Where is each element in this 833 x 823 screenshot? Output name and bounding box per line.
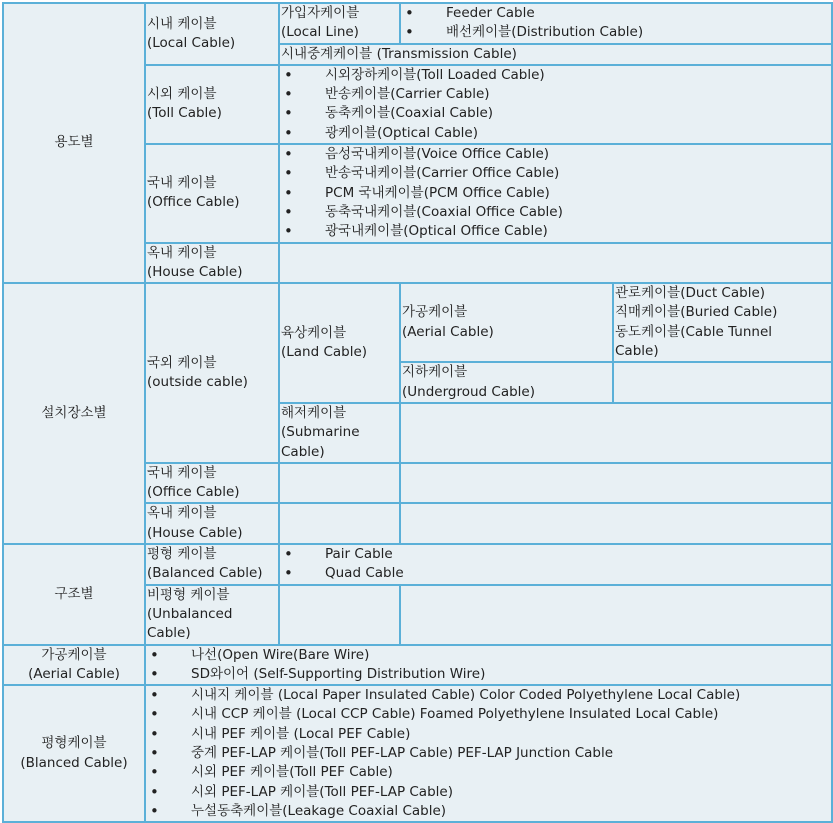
tunnel-cable-cont: Cable) [615, 343, 659, 360]
land-cable-name-en: (Land Cable) [281, 344, 368, 361]
house-cable-name-en: (House Cable) [147, 263, 243, 280]
list-item: • Pair Cable [281, 545, 830, 564]
underground-cable-name: 지하케이블 [402, 364, 468, 381]
category-aerial [3, 645, 145, 686]
house-cable-name: 옥내 케이블 [147, 244, 217, 261]
tunnel-cable: 동도케이블(Cable Tunnel [615, 323, 773, 340]
list-item: • 시내 PEF 케이블 (Local PEF Cable) [147, 725, 830, 744]
outside-cable-name: 국외 케이블 [147, 354, 217, 371]
empty-cell [400, 403, 832, 463]
empty-cell [279, 463, 400, 504]
balanced-cable-list [145, 685, 832, 822]
empty-cell [613, 362, 832, 403]
list-item: • SD와이어 (Self-Supporting Distribution Wire) [147, 665, 830, 684]
buried-cable: 직매케이블(Buried Cable) [615, 304, 778, 321]
list-item: • 나선(Open Wire(Bare Wire) [147, 646, 830, 665]
balanced-cable-name-en: (Balanced Cable) [147, 565, 263, 582]
empty-cell [279, 585, 400, 645]
office-cable-name-en: (Office Cable) [147, 194, 240, 211]
subscriber-cable-name: 가입자케이블 [281, 5, 360, 21]
list-item: • 시내지 케이블 (Local Paper Insulated Cable) Color Coded Polyethylene Local Cable) [147, 686, 830, 705]
location-house-cable-name-en: (House Cable) [147, 524, 243, 541]
list-item: • 누설동축케이블(Leakage Coaxial Cable) [147, 802, 830, 821]
list-item: • 반송국내케이블(Carrier Office Cable) [281, 164, 830, 183]
category-structure: 구조별 [3, 544, 145, 644]
category-balanced-cable [3, 685, 145, 822]
toll-cable-cell [145, 65, 279, 144]
submarine-cable-cell [279, 403, 400, 463]
aerial-items [145, 645, 832, 686]
aerial-cable-name: 가공케이블 [402, 304, 468, 321]
balanced-cable-items [279, 544, 832, 585]
list-item: • 시내 CCP 케이블 (Local CCP Cable) Foamed Polyethylene Insulated Local Cable) [147, 705, 830, 724]
house-cable-cell [145, 243, 279, 284]
aerial-category-name-en: (Aerial Cable) [28, 665, 120, 682]
toll-cable-items [279, 65, 832, 144]
location-office-cable-name: 국내 케이블 [147, 464, 217, 481]
subscriber-cable-name-en: (Local Line) [281, 24, 359, 41]
unbalanced-cable-line: Cable) [147, 625, 191, 642]
outside-cable-name-en: (outside cable) [147, 373, 248, 390]
underground-cable-name-en: (Undergroud Cable) [402, 383, 535, 400]
list-item: • 반송케이블(Carrier Cable) [281, 85, 830, 104]
unbalanced-cable-line: (Unbalanced [147, 605, 233, 622]
empty-cell [400, 503, 832, 544]
cable-classification-table [2, 2, 833, 823]
list-item: • 동축케이블(Coaxial Cable) [281, 104, 830, 123]
office-cable-name: 국내 케이블 [147, 175, 217, 192]
outside-cable-cell [145, 283, 279, 463]
list-item: • PCM 국내케이블(PCM Office Cable) [281, 184, 830, 203]
local-cable-cell [145, 3, 279, 65]
aerial-cable-name-en: (Aerial Cable) [402, 323, 494, 340]
location-house-cable-cell [145, 503, 279, 544]
local-cable-name-en: (Local Cable) [147, 34, 236, 51]
subscriber-cable-cell [279, 3, 400, 44]
list-item: • 중계 PEF-LAP 케이블(Toll PEF-LAP Cable) PEF-LAP Junction Cable [147, 744, 830, 763]
empty-cell [400, 463, 832, 504]
toll-cable-name-en: (Toll Cable) [147, 105, 222, 122]
aerial-cable-types [613, 283, 832, 362]
category-usage: 용도별 [3, 3, 145, 283]
balanced-cable-name: 평형 케이블 [147, 546, 217, 563]
local-cable-name: 시내 케이블 [147, 15, 217, 32]
transmission-cable: 시내중계케이블 (Transmission Cable) [279, 44, 832, 65]
underground-cable-cell [400, 362, 613, 403]
subscriber-cable-items [400, 3, 832, 44]
empty-cell [279, 503, 400, 544]
category-location: 설치장소별 [3, 283, 145, 544]
submarine-cable-line: (Submarine [281, 424, 360, 441]
empty-cell [400, 585, 832, 645]
list-item: • 음성국내케이블(Voice Office Cable) [281, 145, 830, 164]
submarine-cable-line: 해저케이블 [281, 404, 347, 421]
balanced-category-name-en: (Blanced Cable) [20, 754, 128, 771]
list-item: • 광국내케이블(Optical Office Cable) [281, 222, 830, 241]
land-cable-cell [279, 283, 400, 403]
list-item: • 동축국내케이블(Coaxial Office Cable) [281, 203, 830, 222]
submarine-cable-line: Cable) [281, 443, 325, 460]
balanced-category-name: 평형케이블 [41, 735, 107, 752]
list-item: • 시외장하케이블(Toll Loaded Cable) [281, 66, 830, 85]
office-cable-items [279, 144, 832, 242]
balanced-cable-cell [145, 544, 279, 585]
list-item: • 시외 PEF-LAP 케이블(Toll PEF-LAP Cable) [147, 783, 830, 802]
toll-cable-name: 시외 케이블 [147, 86, 217, 103]
list-item: • Feeder Cable [402, 4, 830, 23]
list-item: • 광케이블(Optical Cable) [281, 124, 830, 143]
location-office-cable-name-en: (Office Cable) [147, 484, 240, 501]
list-item: • 시외 PEF 케이블(Toll PEF Cable) [147, 763, 830, 782]
list-item: • Quad Cable [281, 564, 830, 583]
empty-cell [279, 243, 832, 284]
aerial-cable-cell [400, 283, 613, 362]
duct-cable: 관로케이블(Duct Cable) [615, 285, 766, 302]
land-cable-name: 육상케이블 [281, 324, 347, 341]
aerial-category-name: 가공케이블 [41, 646, 107, 663]
location-office-cable-cell [145, 463, 279, 504]
office-cable-cell [145, 144, 279, 242]
location-house-cable-name: 옥내 케이블 [147, 505, 217, 522]
unbalanced-cable-cell [145, 585, 279, 645]
unbalanced-cable-line: 비평형 케이블 [147, 586, 230, 603]
list-item: • 배선케이블(Distribution Cable) [402, 23, 830, 42]
